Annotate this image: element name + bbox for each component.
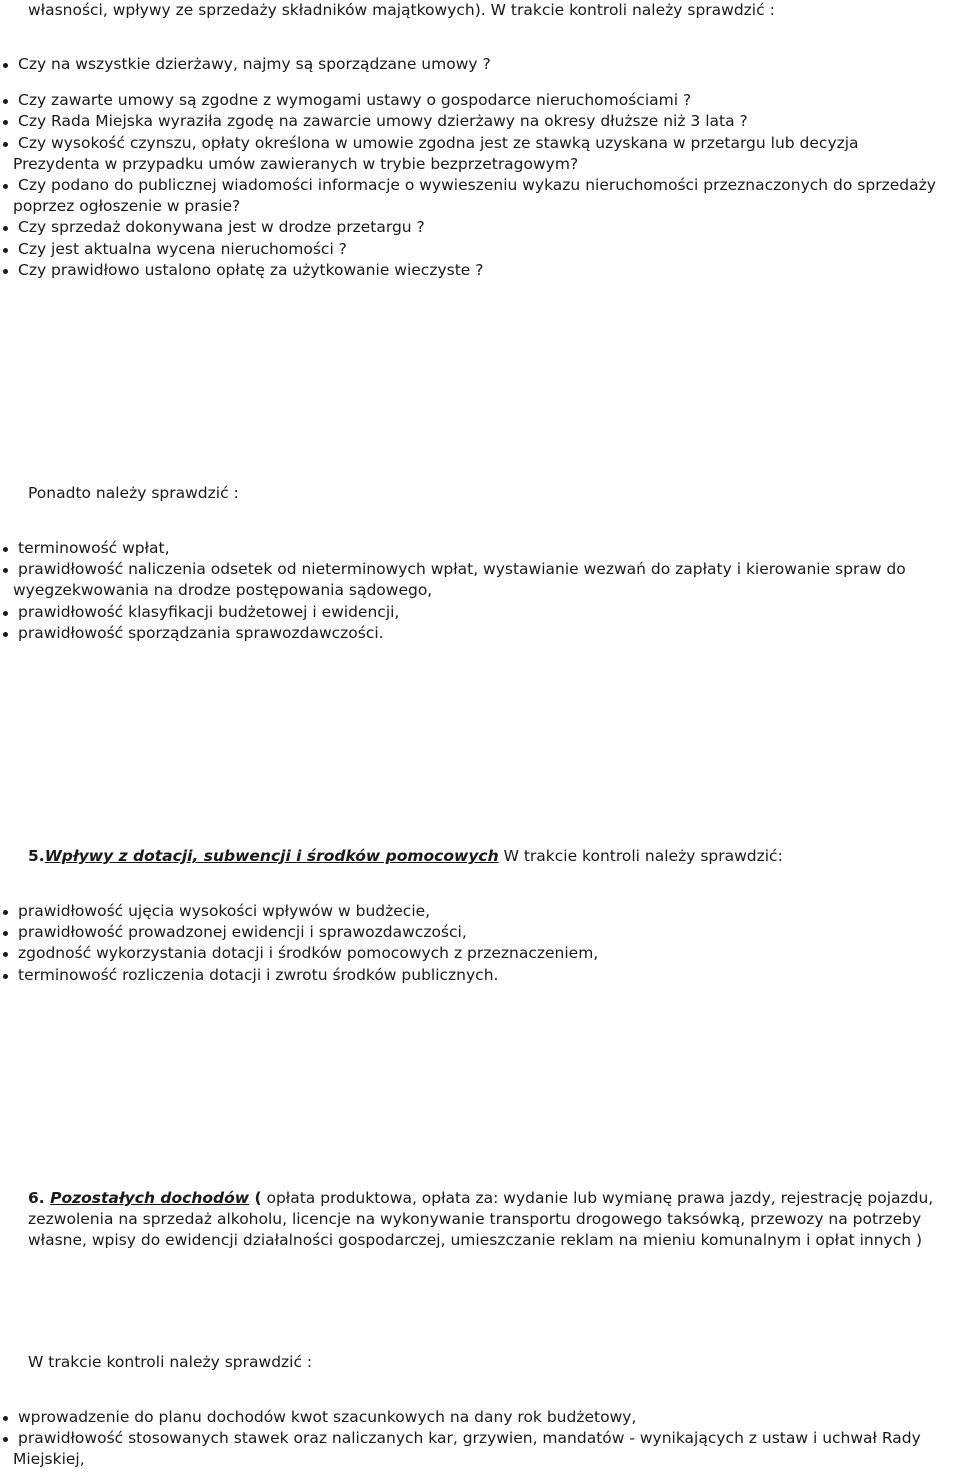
list-item: prawidłowość naliczenia odsetek od nieterminowych wpłat, wystawianie wezwań do zapłaty i kierowanie spraw do wyegzekwowania na drodze postępowania sądowego, (0, 559, 960, 601)
list-item: prawidłowość sporządzania sprawozdawczości. (0, 623, 960, 644)
trakcie-heading: W trakcie kontroli należy sprawdzić : (28, 1353, 313, 1371)
section-5-heading (28, 846, 783, 867)
list-item: Czy na wszystkie dzierżawy, najmy są sporządzane umowy ? (0, 54, 960, 75)
list-item: terminowość rozliczenia dotacji i zwrotu środków publicznych. (0, 965, 960, 986)
section-6-line-3: własne, wpisy do ewidencji działalności gospodarczej, umieszczanie reklam na mieniu komunalnym i opłat innych ) (28, 1231, 923, 1250)
list-item: prawidłowość klasyfikacji budżetowej i ewidencji, (0, 602, 960, 623)
checklist-grants (0, 901, 960, 986)
section-5-rest: W trakcie kontroli należy sprawdzić: (498, 847, 783, 865)
section-6-heading (28, 1188, 933, 1252)
list-item: Czy zawarte umowy są zgodne z wymogami ustawy o gospodarce nieruchomościami ? (0, 90, 960, 111)
section-6-number: 6. (28, 1189, 51, 1207)
ponadto-heading: Ponadto należy sprawdzić : (28, 484, 239, 502)
list-item: Czy jest aktualna wycena nieruchomości ? (0, 239, 960, 260)
list-item: prawidłowość stosowanych stawek oraz naliczanych kar, grzywien, mandatów - wynikających z ustaw i uchwał Rady Miejskiej, (0, 1428, 960, 1470)
list-item: Czy sprzedaż dokonywana jest w drodze przetargu ? (0, 217, 960, 238)
list-item: Czy podano do publicznej wiadomości informacje o wywieszeniu wykazu nieruchomości przeznaczonych do sprzedaży poprzez ogłoszenie w prasie? (0, 175, 960, 217)
checklist-payments (0, 538, 960, 644)
intro-line: własności, wpływy ze sprzedaży składników majątkowych). W trakcie kontroli należy sprawdzić : (28, 1, 775, 19)
list-item: Czy wysokość czynszu, opłaty określona w umowie zgodna jest ze stawką uzyskana w przetargu lub decyzja Prezydenta w przypadku umów zawieranych w trybie bezprzetragowym? (0, 133, 960, 175)
section-6-rest: opłata produktowa, opłata za: wydanie lub wymianę prawa jazdy, rejestrację pojazdu, (261, 1189, 934, 1207)
list-item: prawidłowość ujęcia wysokości wpływów w budżecie, (0, 901, 960, 922)
list-item: zgodność wykorzystania dotacji i środków pomocowych z przeznaczeniem, (0, 943, 960, 964)
section-6-line-2: zezwolenia na sprzedaż alkoholu, licencje na wykonywanie transportu drogowego taksówką, przewozy na potrzeby (28, 1210, 922, 1229)
section-6-line-1 (28, 1188, 933, 1209)
section-5-title: Wpływy z dotacji, subwencji i środków pomocowych (44, 847, 499, 865)
list-item: wprowadzenie do planu dochodów kwot szacunkowych na dany rok budżetowy, (0, 1407, 960, 1428)
section-5-number: 5. (28, 847, 45, 865)
checklist-other-income (0, 1407, 960, 1471)
list-item: terminowość wpłat, (0, 538, 960, 559)
checklist-leases (0, 54, 960, 281)
list-item: Czy prawidłowo ustalono opłatę za użytkowanie wieczyste ? (0, 260, 960, 281)
section-6-paren: ( (249, 1189, 262, 1207)
list-item: Czy Rada Miejska wyraziła zgodę na zawarcie umowy dzierżawy na okresy dłuższe niż 3 lata ? (0, 111, 960, 132)
section-6-title: Pozostałych dochodów (50, 1189, 250, 1207)
list-item: prawidłowość prowadzonej ewidencji i sprawozdawczości, (0, 922, 960, 943)
